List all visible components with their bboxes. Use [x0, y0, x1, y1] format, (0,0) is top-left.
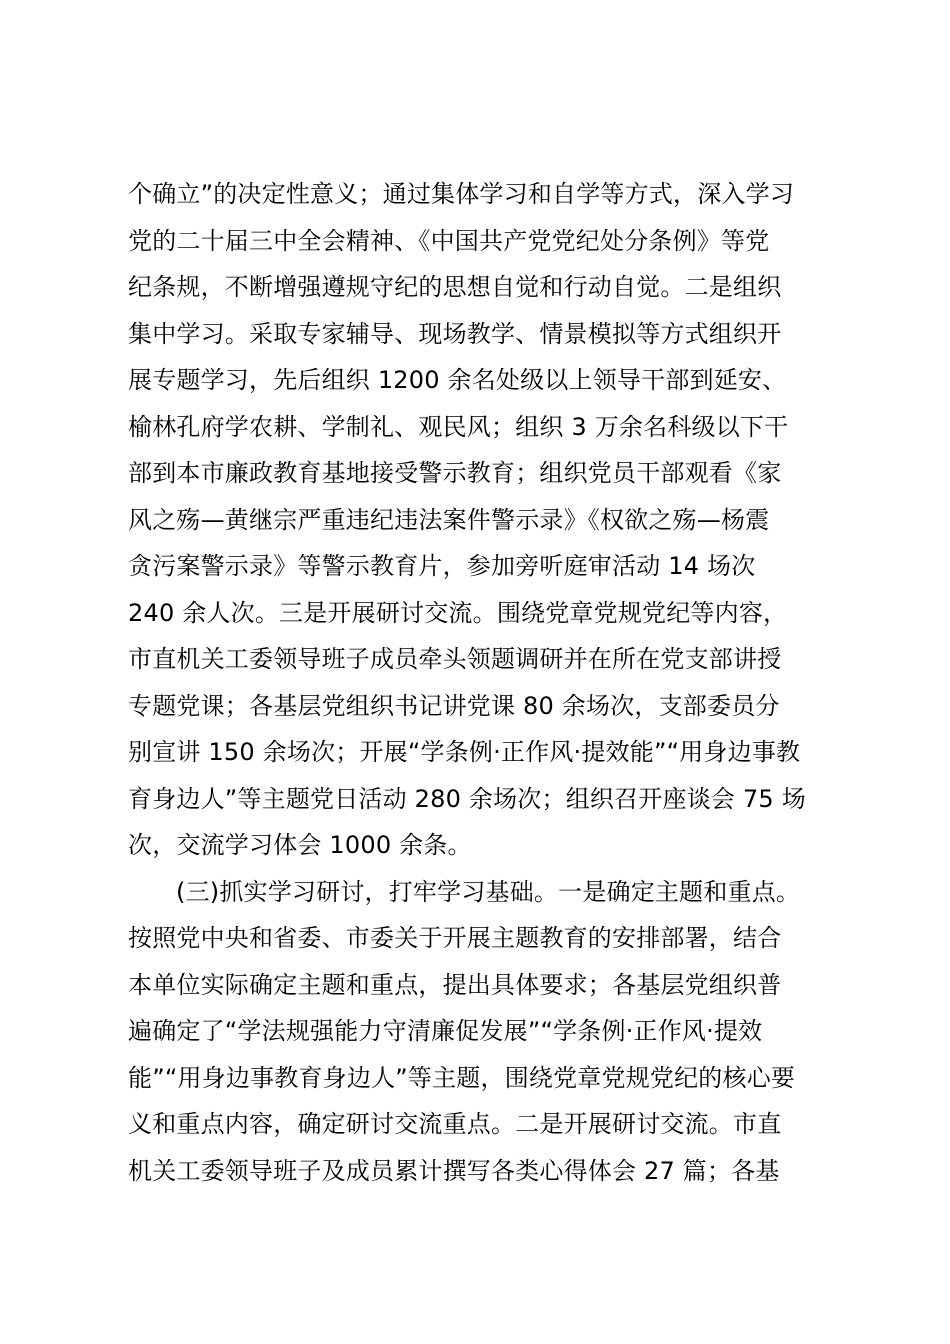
- text-line: 遍确定了“学法规强能力守清廉促发展”“学条例·正作风·提效: [128, 1017, 763, 1045]
- text-line: 纪条规，不断增强遵规守纪的思想自觉和行动自觉。二是组织: [128, 273, 782, 301]
- text-line: 机关工委领导班子及成员累计撰写各类心得体会 27 篇；各基: [128, 1156, 780, 1185]
- text-line: 别宣讲 150 余场次；开展“学条例·正作风·提效能”“用身边事教: [128, 738, 801, 766]
- text-line: 按照党中央和省委、市委关于开展主题教育的安排部署，结合: [128, 924, 782, 952]
- body-text: [128, 171, 838, 1194]
- paragraph-heading-line: (三)抓实学习研讨，打牢学习基础。一是确定主题和重点。: [176, 877, 801, 906]
- text-line: 风之殇—黄继宗严重违纪违法案件警示录》《权欲之殇—杨震: [128, 505, 770, 534]
- text-line: 部到本市廉政教育基地接受警示教育；组织党员干部观看《家: [128, 459, 782, 487]
- text-line: 市直机关工委领导班子成员牵头领题调研并在所在党支部讲授: [128, 645, 782, 673]
- text-line: 次，交流学习体会 1000 余条。: [128, 831, 472, 859]
- text-line: 能”“用身边事教育身边人”等主题，围绕党章党规党纪的核心要: [128, 1063, 796, 1092]
- text-line: 育身边人”等主题党日活动 280 余场次；组织召开座谈会 75 场: [128, 784, 806, 813]
- text-line: 展专题学习，先后组织 1200 余名处级以上领导干部到延安、: [128, 366, 787, 394]
- text-line: 240 余人次。三是开展研讨交流。围绕党章党规党纪等内容，: [128, 598, 788, 627]
- text-line: 党的二十届三中全会精神、《中国共产党党纪处分条例》等党: [128, 226, 770, 255]
- text-line: 个确立”的决定性意义；通过集体学习和自学等方式，深入学习: [128, 180, 795, 208]
- text-line: 贪污案警示录》等警示教育片，参加旁听庭审活动 14 场次: [128, 552, 756, 580]
- text-line: 专题党课；各基层党组织书记讲党课 80 余场次，支部委员分: [128, 691, 780, 720]
- text-line: 本单位实际确定主题和重点，提出具体要求；各基层党组织普: [128, 970, 782, 999]
- text-line: 集中学习。采取专家辅导、现场教学、情景模拟等方式组织开: [128, 319, 782, 348]
- text-line: 义和重点内容，确定研讨交流重点。二是开展研讨交流。市直: [128, 1110, 782, 1138]
- text-line: 榆林孔府学农耕、学制礼、观民风；组织 3 万余名科级以下干: [128, 412, 789, 441]
